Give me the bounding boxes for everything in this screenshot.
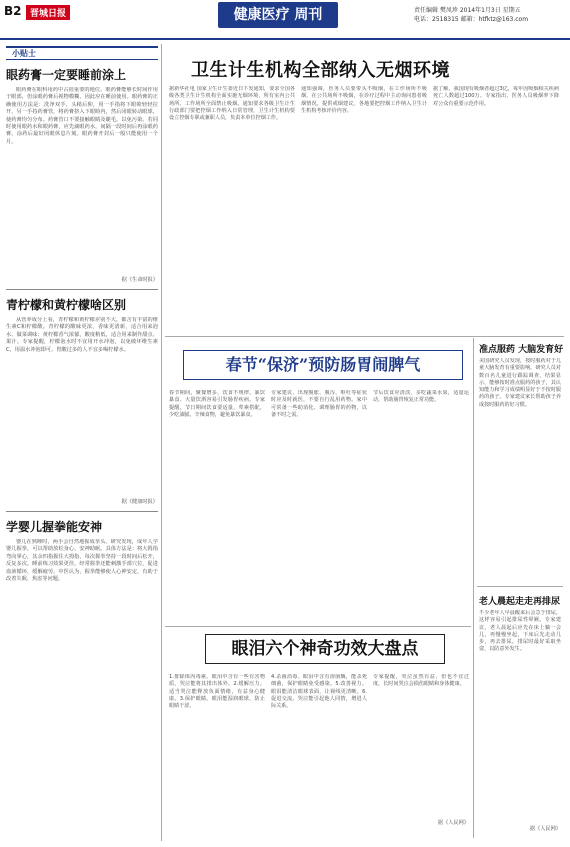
headline-box-tears bbox=[205, 634, 445, 664]
right-section-rule bbox=[477, 586, 563, 587]
tears-byline: 据《人民网》 bbox=[437, 820, 469, 826]
meta-editor-date: 责任编辑 樊凤珍 2014年1月3日 星期五 bbox=[414, 7, 521, 14]
headline-spring-festival: 春节“保济”预防肠胃闹脾气 bbox=[225, 355, 421, 374]
no-smoking-body-2: 通知强调，医务人员要带头不吸烟，在工作场所不吸烟，在公共场所不吸烟，在诊疗过程中主动询问患者吸烟情况，提供戒烟建议。各地要把控烟工作纳入卫生计生机构考核评价内容。 bbox=[301, 86, 427, 114]
headline-box-spring-festival bbox=[183, 350, 463, 380]
page-header bbox=[0, 0, 570, 40]
headline-no-smoking: 卫生计生机构全部纳入无烟环境 bbox=[191, 60, 450, 81]
article-body-eye-ointment: 眼药膏在眼科用药中占很重要的地位。眼药膏能够长时间作用于眼部，但涂眼药膏后视物模糊，因此应在睡前使用。眼药膏的正确使用方法是：洗净双手，头稍后仰，用一手指将下眼睑轻轻拉开，另一手持药膏管，将药膏挤入下眼睑内，然后闭眼转动眼球，使药膏均匀分布。药膏管口不要接触眼睛及睫毛，以免污染。若同时使用眼药水和眼药膏，应先滴眼药水，间隔一段时间后再涂眼药膏。涂药后最好闭眼休息片刻。眼药膏开封后一般只能使用一个月。 bbox=[6, 87, 158, 145]
left-column bbox=[6, 46, 158, 841]
newspaper-brand: 晋城日报 bbox=[26, 5, 70, 20]
elderly-body: 不少老年人早晨醒来后会急于排尿，这样容易引起排尿性晕厥。专家建议，老人晨起后应先在床上躺一会儿，再慢慢坐起，下床后先走动几步，再去排尿，排尿时最好采取坐姿，以防意外发生。 bbox=[479, 610, 561, 653]
medication-body: 美国研究人员发现，按时服药对于儿童大脑发育有重要影响。研究人员对数百名儿童进行跟踪调查，结果显示，能够按时准点服药的孩子，其认知能力和学习成绩明显好于不按时服药的孩子。专家建议家长帮助孩子养成按时服药的好习惯。 bbox=[479, 358, 561, 408]
elderly-byline: 据《人民网》 bbox=[529, 826, 561, 832]
article-byline-lemon: 据《健康时报》 bbox=[121, 499, 158, 505]
article-title-lemon: 青柠檬和黄柠檬啥区别 bbox=[6, 298, 127, 312]
article-byline-eye-ointment: 据《生命时报》 bbox=[121, 277, 158, 283]
article-title-eye-ointment: 眼药膏一定要睡前涂上 bbox=[6, 68, 127, 82]
no-smoking-body-3: 据了解，我国现有吸烟者超过3亿，每年因吸烟相关疾病死亡人数超过100万。专家指出，医务人员吸烟率下降对公众有重要示范作用。 bbox=[433, 86, 559, 107]
tears-body-2: 4.杀菌消毒。眼泪中含有溶菌酶，能杀死细菌，保护眼睛免受感染。5.改善视力。眼泪能清洁眼球表面，让视线更清晰。6.促进交流。哭泣能引起他人同情，增进人际关系。 bbox=[271, 674, 367, 710]
section-rule bbox=[165, 336, 564, 337]
headline-elderly: 老人晨起走走再排尿 bbox=[479, 597, 561, 607]
headline-medication: 准点服药 大脑发育好 bbox=[479, 345, 564, 355]
right-column-rule bbox=[473, 338, 474, 838]
no-smoking-body-1: 据新华社电 国家卫生计生委近日下发通知，要求全国各级各类卫生计生机构全面实施无烟环境，所有室内公共场所、工作场所全面禁止吸烟。通知要求各级卫生计生行政部门要把控烟工作纳入日常管理，卫生计生机构要设立控烟专职或兼职人员，负责本单位控烟工作。 bbox=[169, 86, 295, 122]
tears-body-1: 1.排除体内毒素。眼泪中含有一些有害物质，哭泣能将其排出体外。2.缓解压力。适当哭泣能释放负面情绪，有益身心健康。3.保护眼睛。眼泪能湿润眼球，防止眼睛干涩。 bbox=[169, 674, 265, 710]
article-body-fist: 婴儿在熟睡时，两手会自然地握成拳头。研究发现，成年人学婴儿握拳，可以帮助放松身心，安神助眠。具体方法是：将大拇指弯向掌心，其余四指握住大拇指，每次握拳坚持一段时间后松开，反复多次。睡前练习效果更佳。经常握拳还能刺激手部穴位，促进血液循环，缓解疲劳。中医认为，握拳能够使人心神安定，有助于改善失眠、焦虑等问题。 bbox=[6, 539, 158, 583]
spring-festival-body-1: 春节期间，聚餐增多，饮食不规律，暴饮暴食、大量饮酒容易引发肠胃疾病。专家提醒，节日期间饮食要适量，荤素搭配，少吃油腻、辛辣食物，避免暴饮暴食。 bbox=[169, 390, 265, 418]
column-rule bbox=[161, 44, 162, 841]
section-banner: 健康医疗 周刊 bbox=[218, 2, 338, 28]
article-body-lemon: 从营养成分上看，青柠檬和黄柠檬差别不大，都含有丰富的维生素C和柠檬酸。青柠檬的酸味更浓，香味更清新，适合用来泡水、做菜调味；黄柠檬香气浓郁，酸度稍低，适合用来制作甜点、果汁。专家提醒，柠檬泡水时不宜用开水冲泡，以免破坏维生素C，用温水冲泡即可。胃酸过多的人不宜多喝柠檬水。 bbox=[6, 317, 158, 353]
column-divider bbox=[6, 289, 158, 290]
header-meta bbox=[414, 6, 564, 24]
meta-contact: 电话：2518315 邮箱：htfktz@163.com bbox=[414, 16, 529, 23]
tips-banner: 小贴士 bbox=[6, 46, 158, 60]
page-code: B2 bbox=[4, 4, 22, 18]
section-rule bbox=[165, 626, 471, 627]
article-title-fist: 学婴儿握拳能安神 bbox=[6, 520, 103, 534]
column-divider bbox=[6, 511, 158, 512]
tears-body-3: 专家提醒，哭泣虽然有益，但也不宜过度，长时间哭泣会损伤眼睛和身体健康。 bbox=[373, 674, 469, 688]
spring-festival-body-2: 专家建议，出现腹胀、腹泻、呕吐等症状时应及时就医，不要自行乱用药物。家中可常备一些助消化、调理肠胃的药物，以备不时之需。 bbox=[271, 390, 367, 418]
headline-tears: 眼泪六个神奇功效大盘点 bbox=[231, 639, 419, 659]
main-area bbox=[165, 46, 564, 841]
spring-festival-body-3: 节后饮食应清淡，多吃蔬菜水果，适量运动，帮助肠胃恢复正常功能。 bbox=[373, 390, 469, 404]
